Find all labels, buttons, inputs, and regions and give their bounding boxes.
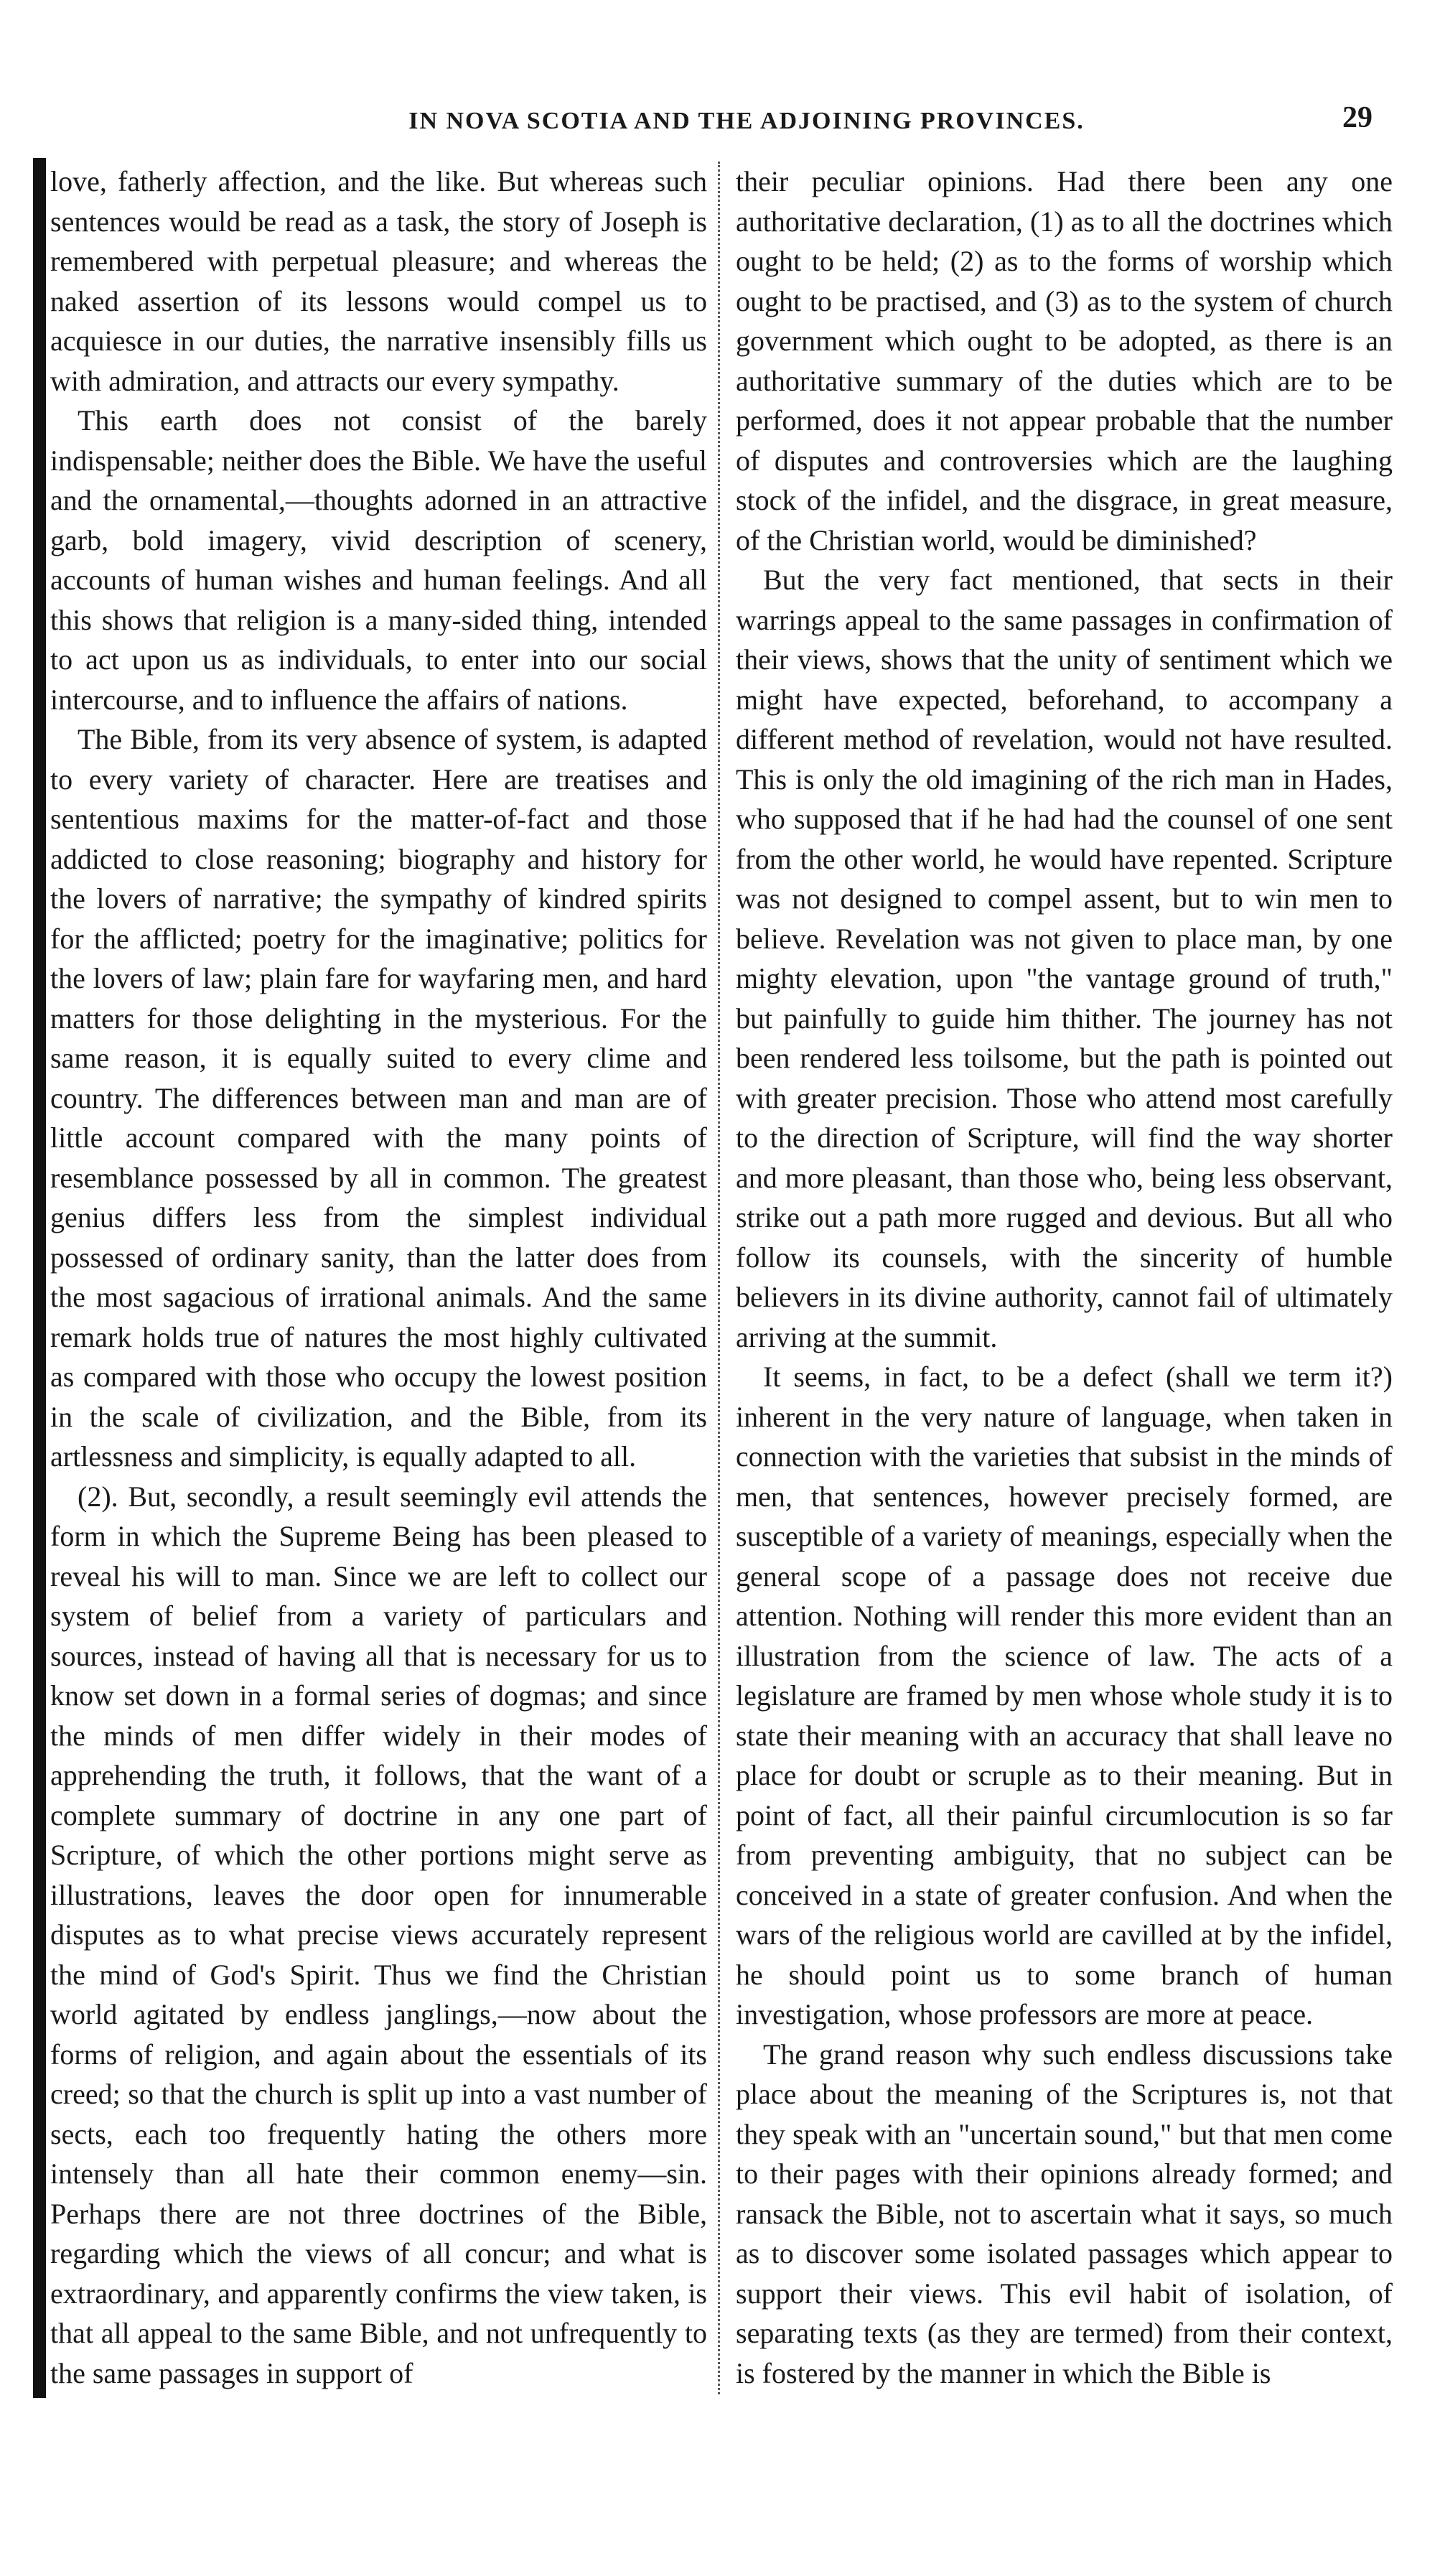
paragraph: love, fatherly affection, and the like. But whereas such sentences would be read as a task, the story of Joseph is remembered with perpetual pleasure; and whereas the naked assertion of its lessons would compel us to acquiesce in our duties, the narrative insensibly fills us with admiration, and attracts our every sympathy. (50, 165, 707, 397)
right-column (736, 162, 1393, 2394)
column-divider (718, 162, 720, 2394)
paragraph: their peculiar opinions. Had there been any one authoritative declaration, (1) as to all the doctrines which ought to be held; (2) as to the forms of worship which ought to be practised, and (3) as to the system of church government which ought to be adopted, as there is an authoritative summary of the duties which are to be performed, does it not appear probable that the number of disputes and controversies which are the laughing stock of the infidel, and the disgrace, in great measure, of the Christian world, would be diminished? (736, 165, 1393, 556)
page-number: 29 (1342, 101, 1372, 134)
paragraph: (2). But, secondly, a result seemingly evil attends the form in which the Supreme Being has been pleased to reveal his will to man. Since we are left to collect our system of belief from a variety of particulars and sources, instead of having all that is necessary for us to know set down in a formal series of dogmas; and since the minds of men differ widely in their modes of apprehending the truth, it follows, that the want of a complete summary of doctrine in any one part of Scripture, of which the other portions might serve as illustrations, leaves the door open for innumerable disputes as to what precise views accurately represent the mind of God's Spirit. Thus we find the Christian world agitated by endless janglings,—now about the forms of religion, and again about the essentials of its creed; so that the church is split up into a vast number of sects, each too frequently hating the others more intensely than all hate their common enemy—sin. Perhaps there are not three doctrines of the Bible, regarding which the views of all concur; and what is extraordinary, and apparently confirms the view taken, is that all appeal to the same Bible, and not unfrequently to the same passages in support of (50, 1480, 707, 2389)
paragraph: The grand reason why such endless discussions take place about the meaning of the Scriptures is, not that they speak with an "uncertain sound," but that men come to their pages with their opinions already formed; and ransack the Bible, not to ascertain what it says, so much as to discover some isolated passages which appear to support their views. This evil habit of isolation, of separating texts (as they are termed) from their context, is fostered by the manner in which the Bible is (736, 2038, 1393, 2389)
paragraph: This earth does not consist of the barely indispensable; neither does the Bible. We have the useful and the ornamental,—thoughts adorned in an attractive garb, bold imagery, vivid description of scenery, accounts of human wishes and human feelings. And all this shows that religion is a many-sided thing, intended to act upon us as individuals, to enter into our social intercourse, and to influence the affairs of nations. (50, 404, 707, 716)
binding-shadow (33, 158, 46, 2398)
paragraph: It seems, in fact, to be a defect (shall we term it?) inherent in the very nature of language, when taken in connection with the varieties that subsist in the minds of men, that sentences, however precisely formed, are susceptible of a variety of meanings, especially when the general scope of a passage does not receive due attention. Nothing will render this more evident than an illustration from the science of law. The acts of a legislature are framed by men whose whole study it is to state their meaning with an accuracy that shall leave no place for doubt or scruple as to their meaning. But in point of fact, all their painful circumlocution is so far from preventing ambiguity, that no subject can be conceived in a state of greater confusion. And when the wars of the religious world are cavilled at by the infidel, he should point us to some branch of human investigation, whose professors are more at peace. (736, 1361, 1393, 2030)
running-title: IN NOVA SCOTIA AND THE ADJOINING PROVINCES. (408, 108, 1085, 134)
paragraph: The Bible, from its very absence of system, is adapted to every variety of character. Here are treatises and sententious maxims for the matter-of-fact and those addicted to close reasoning; biography and history for the lovers of narrative; the sympathy of kindred spirits for the afflicted; poetry for the imaginative; politics for the lovers of law; plain fare for wayfaring men, and hard matters for those delighting in the mysterious. For the same reason, it is equally suited to every clime and country. The differences between man and man are of little account compared with the many points of resemblance possessed by all in common. The greatest genius differs less from the simplest individual possessed of ordinary sanity, than the latter does from the most sagacious of irrational animals. And the same remark holds true of natures the most highly cultivated as compared with those who occupy the lowest position in the scale of civilization, and the Bible, from its artlessness and simplicity, is equally adapted to all. (50, 723, 707, 1473)
paragraph: But the very fact mentioned, that sects in their warrings appeal to the same passages in confirmation of their views, shows that the unity of sentiment which we might have expected, beforehand, to accompany a different method of revelation, would not have resulted. This is only the old imagining of the rich man in Hades, who supposed that if he had had the counsel of one sent from the other world, he would have repented. Scripture was not designed to compel assent, but to win men to believe. Revelation was not given to place man, by one mighty elevation, upon "the vantage ground of truth," but painfully to guide him thither. The journey has not been rendered less toilsome, but the path is pointed out with greater precision. Those who attend most carefully to the direction of Scripture, will find the way shorter and more pleasant, than those who, being less observant, strike out a path more rugged and devious. But all who follow its counsels, with the sincerity of humble believers in its divine authority, cannot fail of ultimately arriving at the summit. (736, 564, 1393, 1353)
left-column (50, 162, 707, 2394)
